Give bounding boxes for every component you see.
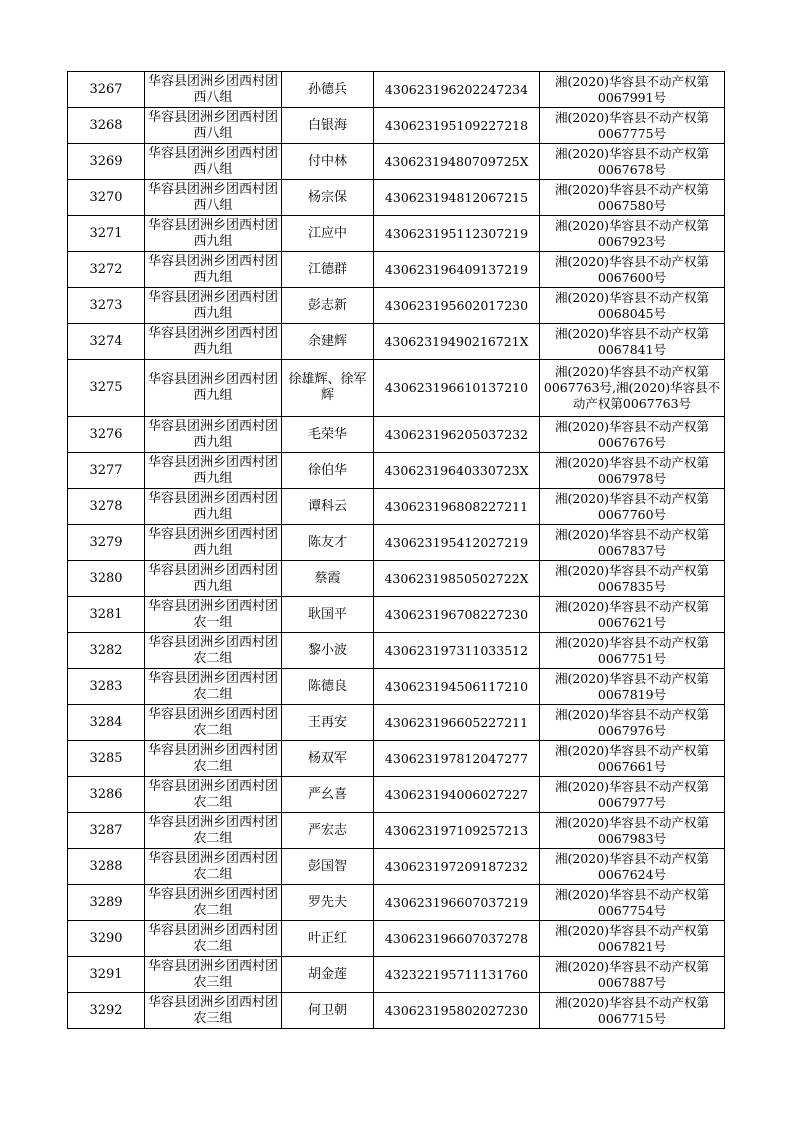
table-row — [68, 813, 725, 849]
table-row — [68, 453, 725, 489]
table-row — [68, 216, 725, 252]
table-row — [68, 993, 725, 1029]
address-cell: 华容县团洲乡团西村团农二组 — [145, 777, 282, 813]
table-row — [68, 885, 725, 921]
owner-name-cell: 蔡霞 — [282, 561, 374, 597]
id-number-cell: 430623196808227211 — [374, 489, 540, 525]
owner-name-cell: 谭科云 — [282, 489, 374, 525]
certificate-number-cell: 湘(2020)华容县不动产权第0067621号 — [540, 597, 725, 633]
id-number-cell: 430623196605227211 — [374, 705, 540, 741]
owner-name-cell: 徐伯华 — [282, 453, 374, 489]
certificate-number-cell: 湘(2020)华容县不动产权第0067600号 — [540, 252, 725, 288]
owner-name-cell: 彭志新 — [282, 288, 374, 324]
id-number-cell: 430623195109227218 — [374, 108, 540, 144]
address-cell: 华容县团洲乡团西村团西九组 — [145, 561, 282, 597]
record-number-cell: 3268 — [68, 108, 145, 144]
record-number-cell: 3283 — [68, 669, 145, 705]
address-cell: 华容县团洲乡团西村团农二组 — [145, 849, 282, 885]
record-number-cell: 3278 — [68, 489, 145, 525]
certificate-number-cell: 湘(2020)华容县不动产权第0067775号 — [540, 108, 725, 144]
table-row — [68, 108, 725, 144]
table-row — [68, 597, 725, 633]
owner-name-cell: 严宏志 — [282, 813, 374, 849]
table-row — [68, 741, 725, 777]
record-number-cell: 3272 — [68, 252, 145, 288]
address-cell: 华容县团洲乡团西村团西九组 — [145, 417, 282, 453]
owner-name-cell: 王再安 — [282, 705, 374, 741]
id-number-cell: 430623196607037278 — [374, 921, 540, 957]
owner-name-cell: 白银海 — [282, 108, 374, 144]
id-number-cell: 430623196708227230 — [374, 597, 540, 633]
owner-name-cell: 陈友才 — [282, 525, 374, 561]
owner-name-cell: 杨宗保 — [282, 180, 374, 216]
table-row — [68, 921, 725, 957]
table-row — [68, 669, 725, 705]
address-cell: 华容县团洲乡团西村团农二组 — [145, 921, 282, 957]
record-number-cell: 3287 — [68, 813, 145, 849]
table-row — [68, 525, 725, 561]
owner-name-cell: 杨双军 — [282, 741, 374, 777]
address-cell: 华容县团洲乡团西村团西九组 — [145, 525, 282, 561]
certificate-number-cell: 湘(2020)华容县不动产权第0067976号 — [540, 705, 725, 741]
address-cell: 华容县团洲乡团西村团西九组 — [145, 252, 282, 288]
record-number-cell: 3274 — [68, 324, 145, 360]
address-cell: 华容县团洲乡团西村团西九组 — [145, 288, 282, 324]
address-cell: 华容县团洲乡团西村团西八组 — [145, 72, 282, 108]
certificate-number-cell: 湘(2020)华容县不动产权第0067821号 — [540, 921, 725, 957]
address-cell: 华容县团洲乡团西村团西九组 — [145, 216, 282, 252]
id-number-cell: 430623196607037219 — [374, 885, 540, 921]
id-number-cell: 43062319640330723X — [374, 453, 540, 489]
table-row — [68, 633, 725, 669]
record-number-cell: 3280 — [68, 561, 145, 597]
record-number-cell: 3285 — [68, 741, 145, 777]
id-number-cell: 430623194812067215 — [374, 180, 540, 216]
owner-name-cell: 胡金莲 — [282, 957, 374, 993]
id-number-cell: 430623195802027230 — [374, 993, 540, 1029]
address-cell: 华容县团洲乡团西村团农二组 — [145, 741, 282, 777]
certificate-number-cell: 湘(2020)华容县不动产权第0067977号 — [540, 777, 725, 813]
id-number-cell: 430623195112307219 — [374, 216, 540, 252]
address-cell: 华容县团洲乡团西村团农二组 — [145, 885, 282, 921]
table-row — [68, 180, 725, 216]
address-cell: 华容县团洲乡团西村团农一组 — [145, 597, 282, 633]
owner-name-cell: 徐雄辉、徐军辉 — [282, 360, 374, 417]
certificate-number-cell: 湘(2020)华容县不动产权第0067837号 — [540, 525, 725, 561]
record-number-cell: 3271 — [68, 216, 145, 252]
certificate-number-cell: 湘(2020)华容县不动产权第0067978号 — [540, 453, 725, 489]
address-cell: 华容县团洲乡团西村团农二组 — [145, 813, 282, 849]
owner-name-cell: 余建辉 — [282, 324, 374, 360]
table-row — [68, 849, 725, 885]
id-number-cell: 430623197109257213 — [374, 813, 540, 849]
address-cell: 华容县团洲乡团西村团农二组 — [145, 705, 282, 741]
certificate-number-cell: 湘(2020)华容县不动产权第0067763号,湘(2020)华容县不动产权第0067763号 — [540, 360, 725, 417]
certificate-number-cell: 湘(2020)华容县不动产权第0067991号 — [540, 72, 725, 108]
table-row — [68, 72, 725, 108]
record-number-cell: 3275 — [68, 360, 145, 417]
record-number-cell: 3276 — [68, 417, 145, 453]
owner-name-cell: 何卫朝 — [282, 993, 374, 1029]
record-number-cell: 3288 — [68, 849, 145, 885]
id-number-cell: 430623195412027219 — [374, 525, 540, 561]
records-table — [67, 71, 725, 1029]
owner-name-cell: 耿国平 — [282, 597, 374, 633]
owner-name-cell: 黎小波 — [282, 633, 374, 669]
certificate-number-cell: 湘(2020)华容县不动产权第0067715号 — [540, 993, 725, 1029]
record-number-cell: 3277 — [68, 453, 145, 489]
address-cell: 华容县团洲乡团西村团农三组 — [145, 957, 282, 993]
certificate-number-cell: 湘(2020)华容县不动产权第0067678号 — [540, 144, 725, 180]
record-number-cell: 3270 — [68, 180, 145, 216]
certificate-number-cell: 湘(2020)华容县不动产权第0067580号 — [540, 180, 725, 216]
address-cell: 华容县团洲乡团西村团西八组 — [145, 144, 282, 180]
id-number-cell: 430623196409137219 — [374, 252, 540, 288]
certificate-number-cell: 湘(2020)华容县不动产权第0068045号 — [540, 288, 725, 324]
address-cell: 华容县团洲乡团西村团西九组 — [145, 453, 282, 489]
table-row — [68, 957, 725, 993]
id-number-cell: 430623196205037232 — [374, 417, 540, 453]
record-number-cell: 3273 — [68, 288, 145, 324]
owner-name-cell: 孙德兵 — [282, 72, 374, 108]
owner-name-cell: 陈德良 — [282, 669, 374, 705]
certificate-number-cell: 湘(2020)华容县不动产权第0067819号 — [540, 669, 725, 705]
record-number-cell: 3289 — [68, 885, 145, 921]
table-row — [68, 777, 725, 813]
owner-name-cell: 毛荣华 — [282, 417, 374, 453]
table-row — [68, 561, 725, 597]
id-number-cell: 430623196202247234 — [374, 72, 540, 108]
id-number-cell: 430623197311033512 — [374, 633, 540, 669]
certificate-number-cell: 湘(2020)华容县不动产权第0067751号 — [540, 633, 725, 669]
record-number-cell: 3281 — [68, 597, 145, 633]
table-row — [68, 144, 725, 180]
id-number-cell: 430623197209187232 — [374, 849, 540, 885]
owner-name-cell: 彭国智 — [282, 849, 374, 885]
records-table-body — [68, 72, 725, 1029]
record-number-cell: 3282 — [68, 633, 145, 669]
owner-name-cell: 江应中 — [282, 216, 374, 252]
id-number-cell: 430623194506117210 — [374, 669, 540, 705]
address-cell: 华容县团洲乡团西村团西八组 — [145, 180, 282, 216]
owner-name-cell: 严幺喜 — [282, 777, 374, 813]
address-cell: 华容县团洲乡团西村团农三组 — [145, 993, 282, 1029]
table-row — [68, 288, 725, 324]
id-number-cell: 430623197812047277 — [374, 741, 540, 777]
address-cell: 华容县团洲乡团西村团西八组 — [145, 108, 282, 144]
owner-name-cell: 罗先夫 — [282, 885, 374, 921]
address-cell: 华容县团洲乡团西村团农二组 — [145, 669, 282, 705]
owner-name-cell: 江德群 — [282, 252, 374, 288]
record-number-cell: 3291 — [68, 957, 145, 993]
table-row — [68, 360, 725, 417]
record-number-cell: 3290 — [68, 921, 145, 957]
id-number-cell: 432322195711131760 — [374, 957, 540, 993]
certificate-number-cell: 湘(2020)华容县不动产权第0067676号 — [540, 417, 725, 453]
id-number-cell: 430623195602017230 — [374, 288, 540, 324]
address-cell: 华容县团洲乡团西村团西九组 — [145, 489, 282, 525]
table-row — [68, 417, 725, 453]
certificate-number-cell: 湘(2020)华容县不动产权第0067983号 — [540, 813, 725, 849]
record-number-cell: 3292 — [68, 993, 145, 1029]
id-number-cell: 43062319490216721X — [374, 324, 540, 360]
certificate-number-cell: 湘(2020)华容县不动产权第0067923号 — [540, 216, 725, 252]
table-row — [68, 252, 725, 288]
table-row — [68, 324, 725, 360]
owner-name-cell: 付中林 — [282, 144, 374, 180]
id-number-cell: 43062319850502722X — [374, 561, 540, 597]
certificate-number-cell: 湘(2020)华容县不动产权第0067754号 — [540, 885, 725, 921]
address-cell: 华容县团洲乡团西村团西九组 — [145, 360, 282, 417]
record-number-cell: 3279 — [68, 525, 145, 561]
certificate-number-cell: 湘(2020)华容县不动产权第0067624号 — [540, 849, 725, 885]
record-number-cell: 3267 — [68, 72, 145, 108]
certificate-number-cell: 湘(2020)华容县不动产权第0067760号 — [540, 489, 725, 525]
owner-name-cell: 叶正红 — [282, 921, 374, 957]
table-row — [68, 489, 725, 525]
record-number-cell: 3269 — [68, 144, 145, 180]
id-number-cell: 430623194006027227 — [374, 777, 540, 813]
certificate-number-cell: 湘(2020)华容县不动产权第0067887号 — [540, 957, 725, 993]
id-number-cell: 430623196610137210 — [374, 360, 540, 417]
certificate-number-cell: 湘(2020)华容县不动产权第0067841号 — [540, 324, 725, 360]
id-number-cell: 43062319480709725X — [374, 144, 540, 180]
certificate-number-cell: 湘(2020)华容县不动产权第0067661号 — [540, 741, 725, 777]
table-row — [68, 705, 725, 741]
record-number-cell: 3284 — [68, 705, 145, 741]
address-cell: 华容县团洲乡团西村团农二组 — [145, 633, 282, 669]
record-number-cell: 3286 — [68, 777, 145, 813]
address-cell: 华容县团洲乡团西村团西九组 — [145, 324, 282, 360]
certificate-number-cell: 湘(2020)华容县不动产权第0067835号 — [540, 561, 725, 597]
